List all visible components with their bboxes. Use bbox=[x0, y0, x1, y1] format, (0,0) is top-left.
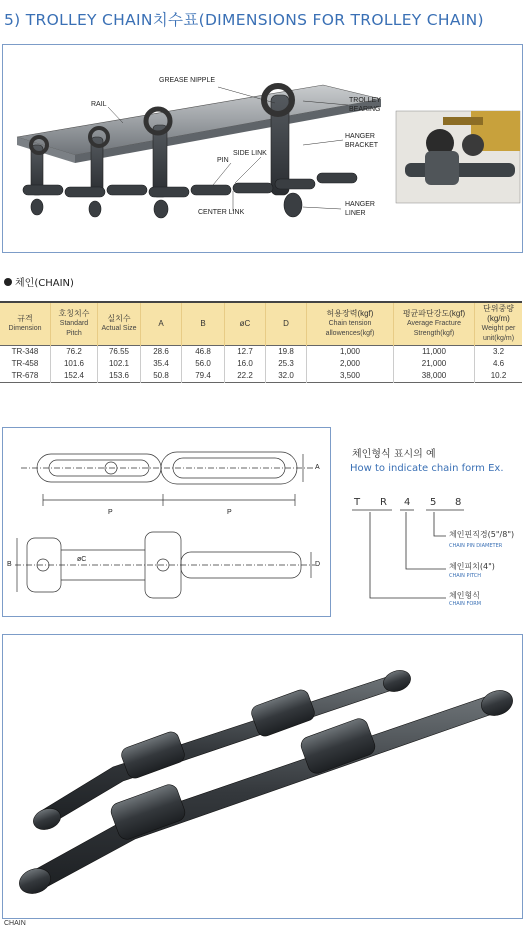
chain-photo bbox=[3, 635, 522, 918]
cell: TR-348 bbox=[0, 346, 51, 359]
cell: TR-678 bbox=[0, 370, 51, 383]
dim-c: øC bbox=[77, 556, 87, 563]
cell: 76.55 bbox=[98, 346, 141, 359]
col-weight: 단위중량(kg/m) Weight per unit(kg/m) bbox=[475, 302, 523, 346]
code-letter-r: R bbox=[380, 497, 387, 508]
annotation-chain-pitch: 체인피치(4") bbox=[449, 562, 495, 571]
label-hanger-liner-2: LINER bbox=[345, 210, 366, 217]
dim-p-right: P bbox=[227, 509, 232, 516]
cell: 25.3 bbox=[266, 358, 307, 370]
code-letter-4: 4 bbox=[404, 497, 411, 508]
cell: 3,500 bbox=[307, 370, 394, 383]
label-side-link: SIDE LINK bbox=[233, 150, 267, 157]
cell: 3.2 bbox=[492, 347, 505, 356]
col-c: øC bbox=[225, 302, 266, 346]
cell: 50.8 bbox=[141, 370, 182, 383]
cell: 10.2 bbox=[490, 371, 507, 380]
cell: 16.0 bbox=[225, 358, 266, 370]
label-hanger-bracket-1: HANGER bbox=[345, 133, 375, 140]
dim-d: D bbox=[315, 561, 321, 568]
cell: 28.6 bbox=[141, 346, 182, 359]
chain-form-korean-heading: 체인형식 표시의 예 bbox=[352, 449, 436, 460]
annotation-pin-diameter: 체인핀직경(5"/8") bbox=[449, 530, 515, 539]
cell: 101.6 bbox=[51, 358, 98, 370]
annotation-chain-form-en: CHAIN FORM bbox=[449, 601, 482, 607]
chain-section-label: 체인(CHAIN) bbox=[15, 278, 74, 289]
col-tension: 허용장력(kgf) Chain tension allowences(kgf) bbox=[307, 302, 394, 346]
annotation-pin-diameter-en: CHAIN PIN DIAMETER bbox=[449, 543, 503, 549]
page-title: 5) TROLLEY CHAIN치수표(DIMENSIONS FOR TROLLEY CHAIN) bbox=[4, 11, 484, 29]
label-hanger-bracket-2: BRACKET bbox=[345, 142, 379, 149]
cell: 76.2 bbox=[51, 346, 98, 359]
label-grease-nipple: GREASE NIPPLE bbox=[159, 77, 216, 84]
photo-caption: CHAIN bbox=[4, 920, 26, 927]
annotation-chain-pitch-en: CHAIN PITCH bbox=[449, 573, 481, 579]
label-trolley-bearing-1: TROLLEY bbox=[349, 97, 381, 104]
col-dimension: 규격 Dimension bbox=[0, 302, 51, 346]
cell: 56.0 bbox=[182, 358, 225, 370]
dim-p-left: P bbox=[108, 509, 113, 516]
code-letter-5: 5 bbox=[430, 497, 437, 508]
code-letter-8: 8 bbox=[455, 497, 462, 508]
cell: 153.6 bbox=[98, 370, 141, 383]
cell: 19.8 bbox=[266, 346, 307, 359]
label-rail: RAIL bbox=[91, 101, 107, 108]
label-trolley-bearing-2: BEARING bbox=[349, 106, 381, 113]
cell: 22.2 bbox=[225, 370, 266, 383]
dim-b: B bbox=[7, 561, 12, 568]
chain-form-english-heading: How to indicate chain form Ex. bbox=[350, 463, 504, 474]
cell: 79.4 bbox=[182, 370, 225, 383]
cell: 35.4 bbox=[141, 358, 182, 370]
cell: 11,000 bbox=[394, 346, 475, 359]
cell: TR-458 bbox=[0, 358, 51, 370]
annotation-chain-form: 체인형식 bbox=[449, 591, 480, 600]
col-actual-size: 실치수 Actual Size bbox=[98, 302, 141, 346]
label-hanger-liner-1: HANGER bbox=[345, 201, 375, 208]
cell: 4.6 bbox=[492, 359, 505, 368]
col-standard-pitch: 호칭치수 Standard Pitch bbox=[51, 302, 98, 346]
cell: 2,000 bbox=[307, 358, 394, 370]
cell: 12.7 bbox=[225, 346, 266, 359]
cell: 38,000 bbox=[394, 370, 475, 383]
col-a: A bbox=[141, 302, 182, 346]
cell: 1,000 bbox=[307, 346, 394, 359]
chain-photo-panel bbox=[2, 634, 523, 919]
col-fracture: 평균파단강도(kgf) Average Fracture Strength(kgf) bbox=[394, 302, 475, 346]
dim-a: A bbox=[315, 464, 320, 471]
cell: 32.0 bbox=[266, 370, 307, 383]
label-center-link: CENTER LINK bbox=[198, 209, 245, 216]
code-letter-t: T bbox=[354, 497, 361, 508]
label-pin: PIN bbox=[217, 157, 229, 164]
cell: 46.8 bbox=[182, 346, 225, 359]
col-b: B bbox=[182, 302, 225, 346]
cell: 21,000 bbox=[394, 358, 475, 370]
cell: 102.1 bbox=[98, 358, 141, 370]
col-d: D bbox=[266, 302, 307, 346]
cell: 152.4 bbox=[51, 370, 98, 383]
